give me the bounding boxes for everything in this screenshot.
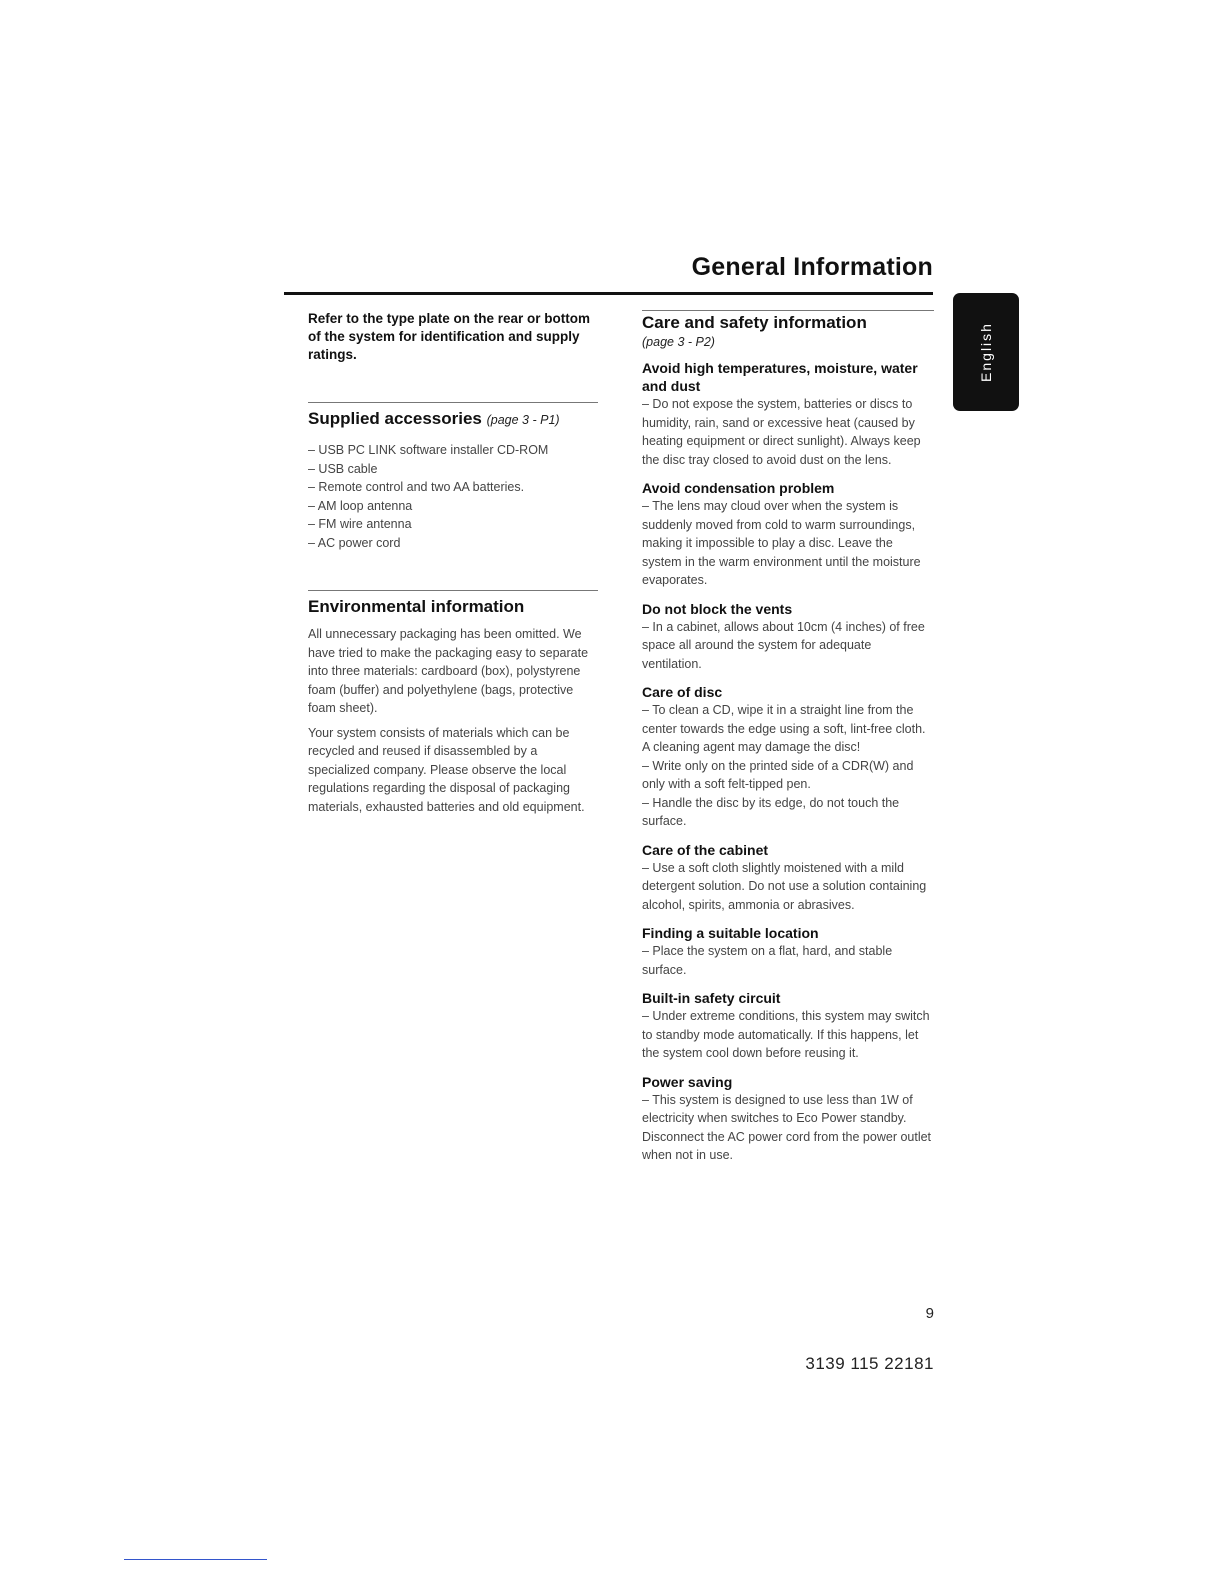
subsection-temperatures [642, 359, 934, 469]
left-column [308, 310, 598, 816]
part-number: 3139 115 22181 [805, 1354, 934, 1373]
subsection-title: Power saving [642, 1073, 733, 1090]
environmental-paragraph-1: All unnecessary packaging has been omitted. We have tried to make the packaging easy to separate into three materials: cardboard (box), polystyrene foam (buffer) and polyethylene (bags, protective foam sheet). [308, 627, 589, 715]
subsection-power-saving [642, 1073, 934, 1165]
subsection-body: – Under extreme conditions, this system may switch to standby mode automatically. If this happens, let the system cool down before reusing it. [642, 1009, 930, 1060]
subsection-title: Care of the cabinet [642, 841, 769, 858]
care-safety-heading: Care and safety information [642, 310, 934, 333]
supplied-accessories-ref: (page 3 - P1) [486, 413, 560, 427]
supplied-accessories-title: Supplied accessories [308, 409, 482, 428]
supplied-accessories-section [308, 402, 598, 552]
list-item: – AC power cord [308, 535, 401, 550]
subsection-vents [642, 600, 934, 674]
language-tab-label: English [978, 322, 994, 382]
page-number: 9 [925, 1305, 934, 1322]
subsection-title: Do not block the vents [642, 600, 793, 617]
title-rule [284, 292, 933, 295]
bottom-divider [124, 1559, 267, 1560]
subsection-body: – Use a soft cloth slightly moistened with a mild detergent solution. Do not use a solution containing alcohol, spirits, ammonia or abrasives. [642, 860, 927, 912]
subsection-location [642, 924, 934, 979]
subsection-body: – In a cabinet, allows about 10cm (4 inches) of free space all around the system for adequate ventilation. [642, 619, 925, 671]
subsection-disc [642, 683, 934, 831]
subsection-body: – The lens may cloud over when the system is suddenly moved from cold to warm surroundings, making it impossible to play a disc. Leave the system in the warm environment until the moisture evaporates. [642, 499, 921, 587]
subsection-title: Care of disc [642, 684, 723, 700]
list-item: – FM wire antenna [308, 517, 412, 531]
supplied-accessories-heading [308, 402, 598, 429]
subsection-title: Finding a suitable location [642, 925, 819, 941]
environmental-section [308, 590, 598, 816]
list-item: – AM loop antenna [308, 498, 413, 513]
list-item: – USB PC LINK software installer CD-ROM [308, 443, 549, 457]
list-item: – Remote control and two AA batteries. [308, 480, 525, 494]
environmental-paragraph-2: Your system consists of materials which can be recycled and reused if disassembled by a specialized company. Please observe the local regulations regarding the disposal of packaging materials, exhausted batteries and old equipment. [308, 725, 585, 814]
language-tab [953, 293, 1019, 411]
care-safety-ref: (page 3 - P2) [642, 335, 715, 349]
subsection-safety-circuit [642, 989, 934, 1063]
subsection-title: Built-in safety circuit [642, 990, 781, 1006]
list-item: – USB cable [308, 461, 378, 476]
subsection-title: Avoid high temperatures, moisture, water and dust [642, 360, 918, 394]
right-column [642, 310, 934, 1165]
subsection-title: Avoid condensation problem [642, 480, 835, 496]
subsection-body: – This system is designed to use less than 1W of electricity when switches to Eco Power standby. Disconnect the AC power cord from the power outlet when not in use. [642, 1092, 932, 1162]
accessories-list [308, 441, 598, 552]
subsection-body: – Handle the disc by its edge, do not touch the surface. [642, 795, 900, 828]
subsection-body: – To clean a CD, wipe it in a straight line from the center towards the edge using a soft, lint-free cloth. A cleaning agent may damage the disc! [642, 703, 926, 754]
subsection-body: – Do not expose the system, batteries or discs to humidity, rain, sand or excessive heat (caused by heating equipment or direct sunlight). Always keep the disc tray closed to avoid dust on the lens. [642, 397, 921, 467]
type-plate-note: Refer to the type plate on the rear or bottom of the system for identification and supply ratings. [308, 311, 591, 362]
subsection-condensation [642, 479, 934, 590]
subsection-body: – Place the system on a flat, hard, and stable surface. [642, 944, 893, 977]
page-title: General Information [691, 253, 933, 281]
subsection-cabinet [642, 841, 934, 915]
subsection-body: – Write only on the printed side of a CDR(W) and only with a soft felt-tipped pen. [642, 758, 914, 791]
environmental-heading: Environmental information [308, 590, 598, 617]
